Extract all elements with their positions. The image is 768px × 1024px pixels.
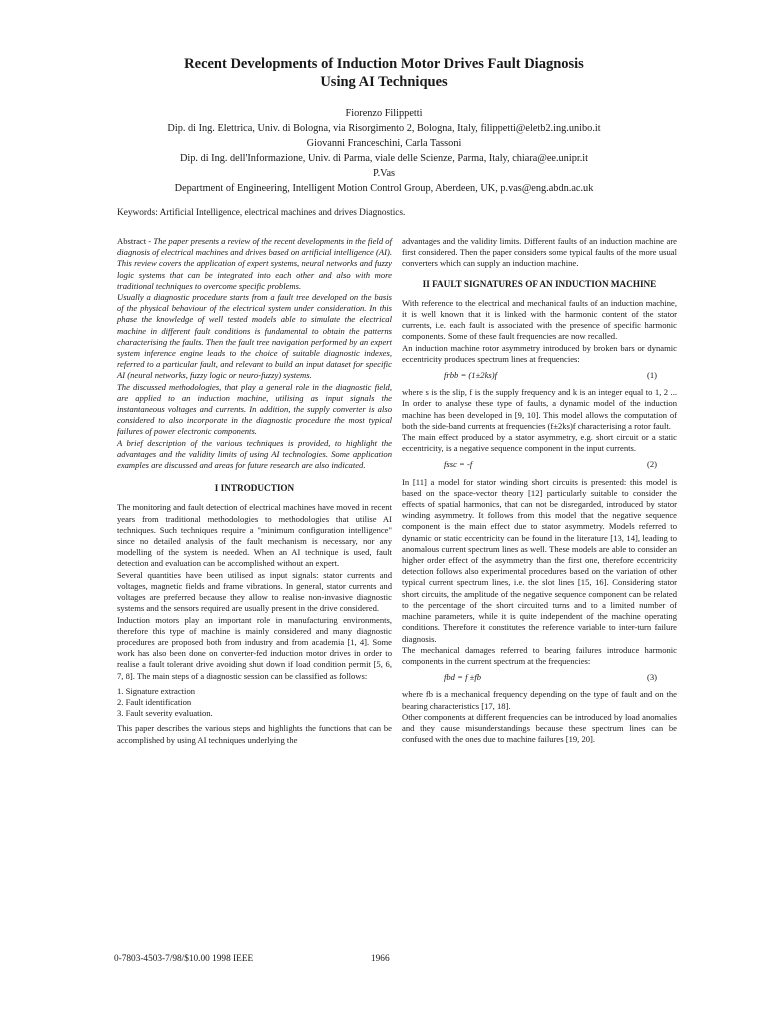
steps-list [117,686,392,720]
intro-paragraph-4: This paper describes the various steps and highlights the functions that can be accomplished by using AI techniques underlying the [117,723,392,745]
author-2: Giovanni Franceschini, Carla Tassoni [306,138,462,149]
right-paragraph-6: In [11] a model for stator winding short circuits is presented: this model is based on the space-vector theory [12] particularly suitable to consider the effects of spatial harmonics, that can not be disregarded, introduced by stator winding asymmetry. It follows from this model that the negative sequence component is the main effect due to stator asymmetry. Models referred to dynamic or static eccentricity can be found in the literature [13, 14], leading to anomalous current spectrum lines as well. These models are able to consider an higher order effect of the asymmetry than the first one, therefore eccentricity detection follows also experimental procedures based on the variation of other typical current spectrum lines, i.e. the slot lines [15, 16]. Considering stator short circuits, the amplitude of the negative sequence component can be related to the percentage of the short circuited turns and to a limited number of machine parameters, while it is quite independent of the machine operating conditions. Therefore it constitutes the reference variable to inter-turn failure diagnosis. [402,476,677,644]
intro-paragraph-1: The monitoring and fault detection of electrical machines have moved in recent years from traditional methodologies to methodologies that utilise AI techniques. Such techniques require a "minimum configuration intelligence" since no detailed analysis of the fault mechanism is necessary, nor any modelling of the system is needed. When an AI technique is used, fault detection and evaluation can be accomplished without an expert. [117,502,392,569]
right-paragraph-2: With reference to the electrical and mechanical faults of an induction machine, it is well known that it is linked with the harmonic content of the stator currents, i.e. each fault is associated with the presence of specific harmonic components. Some of these fault frequencies are now recalled. [402,297,677,342]
equation-1-body: frbb = (1±2ks)f [444,370,498,381]
equation-1-number: (1) [646,370,657,381]
page-number: 1966 [371,954,390,964]
intro-paragraph-3: Induction motors play an important role in manufacturing environments, therefore this type of machine is mainly considered and many diagnostic procedures are proposed both from industry and from academia [1, 4]. Some work has also been done on converter-fed induction motor drives in order to realise a fault tolerant drive avoiding shut down if load condition permit [5, 6, 7, 8]. The main steps of a diagnostic session can be classified as follows: [117,614,392,681]
abstract-paragraph-1: Abstract - The paper presents a review of the recent developments in the field of diagnosis of electrical machines and drives based on artificial intelligence (AI). This review covers the application of expert systems, neural networks and fuzzy logic systems that can be integrated into each other and also with more traditional techniques to overcome specific problems. [117,236,392,291]
right-column [402,236,677,745]
footer-copyright: 0-7803-4503-7/98/$10.00 1998 IEEE [114,954,254,964]
equation-3-body: fbd = f ±fb [444,672,482,683]
abstract-label: Abstract - [117,236,154,246]
intro-paragraph-2: Several quantities have been utilised as input signals: stator currents and voltages, magnetic fields and frame vibrations. In general, stator currents and voltages are preferred because they allow to realise non-invasive diagnostic systems and the sensors required are usually present in the drive considered. [117,569,392,614]
right-paragraph-1: advantages and the validity limits. Different faults of an induction machine are first considered. Then the paper considers some typical faults of the more usual converters which can supply an induction machine. [402,236,677,269]
abstract-paragraph-2: Usually a diagnostic procedure starts from a fault tree developed on the basis of the physical behaviour of the electrical system under consideration. In this phase the knowledge of well tested models able to simulate the electrical machine in different fault conditions is fundamental to obtain the patterns characterising the faults. Then the fault tree navigation performed by an expert system inference engine leads to the choice of suitable diagnostic indexes, referred to a particular fault, and relevant to build an input dataset for specific AI (neural networks, fuzzy logic or neuro-fuzzy) systems. [117,292,392,381]
author-1: Fiorenzo Filippetti [345,108,423,119]
right-paragraph-9: Other components at different frequencies can be introduced by load anomalies and they cause misunderstandings because these spectrum lines can be confused with the ones due to machine failures [19, 20]. [402,711,677,745]
list-item: 1. Signature extraction [117,685,196,696]
equation-2 [402,454,677,476]
paper-title-line-1: Recent Developments of Induction Motor Drives Fault Diagnosis [184,56,584,72]
list-item: 2. Fault identification [117,696,192,707]
right-paragraph-4: where s is the slip, f is the supply frequency and k is an integer equal to 1, 2 ... In order to analyse these type of faults, a dynamic model of the induction machine has been developed in [9, 10]. This model allows the computation of both the side-band currents at frequencies (f±2ks)f characterising a rotor fault. [402,387,677,431]
affiliation-2: Dip. di Ing. dell'Informazione, Univ. di Parma, viale delle Scienze, Parma, Italy, chiara@ee.unipr.it [179,153,588,164]
author-3: P.Vas [372,168,396,179]
equation-1 [402,365,677,387]
right-paragraph-8: where fb is a mechanical frequency depending on the type of fault and on the bearing characteristics [17, 18]. [402,689,677,711]
affiliation-1: Dip. di Ing. Elettrica, Univ. di Bologna, via Risorgimento 2, Bologna, Italy, filippetti@eletb2.ing.unibo.it [167,123,601,134]
affiliation-3: Department of Engineering, Intelligent Motion Control Group, Aberdeen, UK, p.vas@eng.abdn.ac.uk [174,183,594,194]
left-column [117,236,392,746]
equation-3 [402,667,677,689]
keywords: Keywords: Artificial Intelligence, electrical machines and drives Diagnostics. [117,208,406,218]
right-paragraph-7: The mechanical damages referred to bearing failures introduce harmonic components in the current spectrum at the frequencies: [402,644,677,666]
right-paragraph-5: The main effect produced by a stator asymmetry, e.g. short circuit or a static eccentricity, is a negative sequence component in the input currents. [402,432,677,454]
equation-2-number: (2) [646,459,657,470]
paper-title-line-2: Using AI Techniques [320,74,448,90]
equation-2-body: fssc = -f [444,459,473,470]
section-2-heading: II FAULT SIGNATURES OF AN INDUCTION MACHINE [422,278,657,289]
abstract-paragraph-4: A brief description of the various techniques is provided, to highlight the advantages and the validity limits of using AI technologies. Some application examples are discussed and areas for future research are also indicated. [117,437,392,471]
equation-3-number: (3) [646,672,657,683]
introduction-heading: I INTRODUCTION [214,483,295,494]
abstract-paragraph-3: The discussed methodologies, that play a general role in the diagnostic field, are applied to an induction machine, utilising as input signals the instantaneous voltages and currents. In addition, the supply converter is also considered to also incorporate in the diagnostic procedure the most typical failures of power electronic components. [117,381,392,437]
list-item: 3. Fault severity evaluation. [117,708,213,719]
right-paragraph-3: An induction machine rotor asymmetry introduced by broken bars or dynamic eccentricity produces spectrum lines at frequencies: [402,342,677,364]
